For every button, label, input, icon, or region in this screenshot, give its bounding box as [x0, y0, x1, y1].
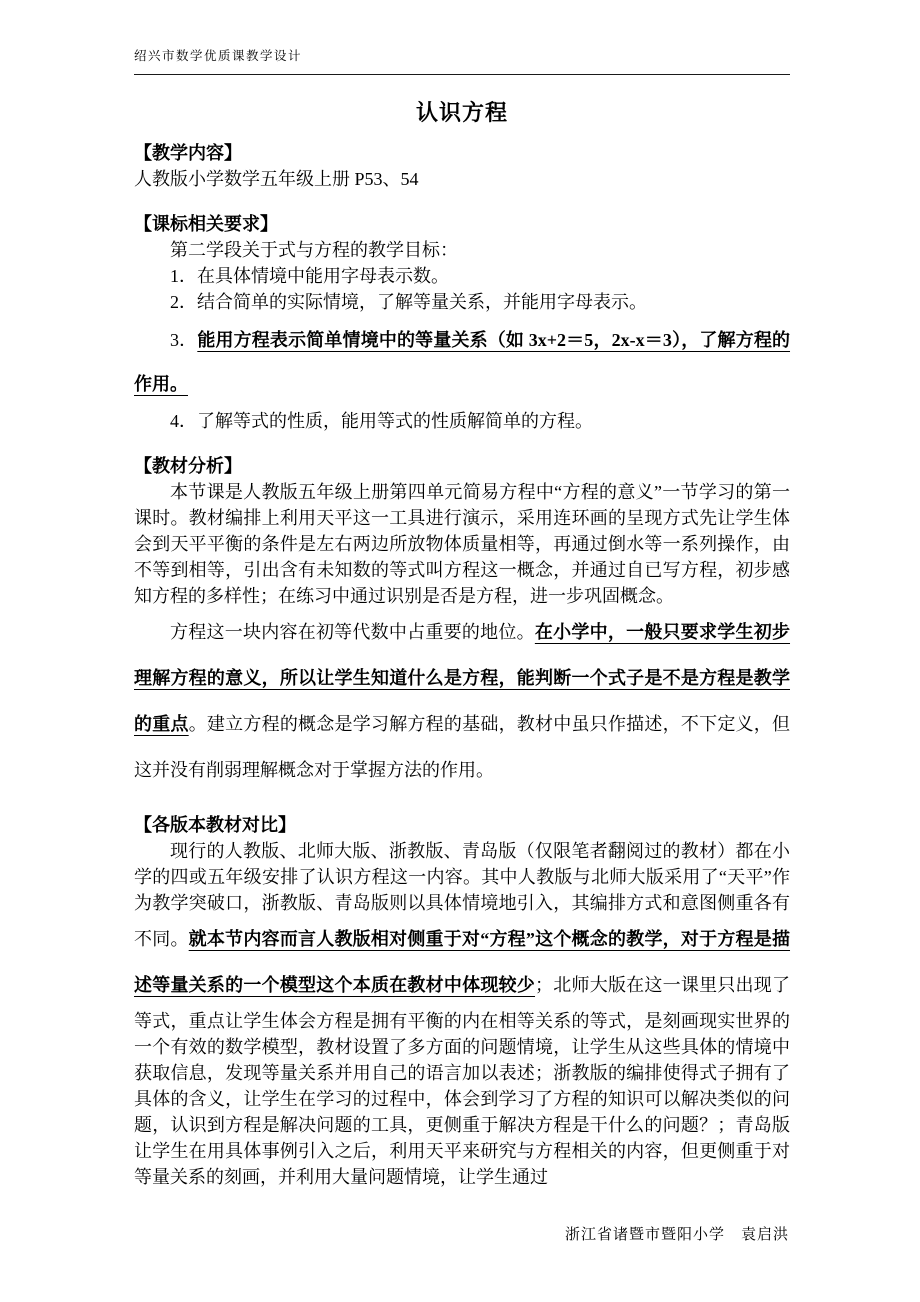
header-text: 绍兴市数学优质课教学设计 [134, 49, 303, 63]
analysis-p2-emphasis: 在小学中，一般只要求学生初步理解方程的意义，所以让学生知道什么是方程，能判断一个式子是不是方程是教学的重点 [134, 622, 791, 734]
analysis-p2-text-end: 。建立方程的概念是学习解方程的基础，教材中虽只作描述，不下定义，但这并没有削弱理解概念对于掌握方法的作用。 [134, 714, 790, 780]
comparison-text-start: 现行的人教版、北师大版、浙教版、青岛版（仅限笔者翻阅过的教材）都在小学的四或五年级安排了认识方程这一内容。其中人教版与北师大版采用了“天平”作为教学突破口，浙教版、青岛版则以具体情境地引入，其编排方式和意图侧重各有不同。 [134, 841, 790, 949]
comparison-emphasis: 就本节内容而言人教版相对侧重于对“方程”这个概念的教学，对于方程是描述等量关系的一个模型这个本质在教材中体现较少 [134, 929, 791, 995]
curriculum-intro: 第二学段关于式与方程的教学目标： [170, 240, 458, 260]
analysis-p2-text-start: 方程这一块内容在初等代数中占重要的地位。 [170, 622, 535, 642]
teaching-content-body: 人教版小学数学五年级上册 P53、54 [134, 169, 419, 189]
curriculum-item-2: 2．结合简单的实际情境，了解等量关系，并能用字母表示。 [170, 292, 647, 312]
section-heading-version-comparison: 【各版本教材对比】 [134, 815, 296, 835]
page-footer [565, 1223, 789, 1244]
curriculum-item-4: 4．了解等式的性质，能用等式的性质解简单的方程。 [170, 411, 593, 431]
footer-text: 浙江省诸暨市暨阳小学 袁启洪 [564, 1227, 789, 1243]
document-title: 认识方程 [415, 100, 508, 125]
curriculum-item-3-number: 3． [170, 330, 198, 350]
curriculum-item-3 [134, 318, 790, 406]
analysis-paragraph-1: 本节课是人教版五年级上册第四单元简易方程中“方程的意义”一节学习的第一课时。教材编排上利用天平这一工具进行演示，采用连环画的呈现方式先让学生体会到天平平衡的条件是左右两边所放物体质量相等，再通过倒水等一系列操作，由不等到相等，引出含有未知数的等式叫方程这一概念，并通过自已写方程，初步感知方程的多样性；在练习中通过识别是否是方程，进一步巩固概念。 [134, 482, 790, 606]
section-heading-textbook-analysis: 【教材分析】 [134, 456, 242, 476]
section-heading-teaching-content: 【教学内容】 [134, 143, 242, 163]
comparison-paragraph [134, 838, 790, 1190]
curriculum-item-3-emphasis: 能用方程表示简单情境中的等量关系（如 3x+2＝5，2x-x＝3），了解方程的作用。 [134, 330, 791, 394]
analysis-paragraph-2 [134, 609, 790, 793]
curriculum-item-1: 1．在具体情境中能用字母表示数。 [170, 266, 449, 286]
section-heading-curriculum-requirements: 【课标相关要求】 [134, 214, 278, 234]
page-header [134, 46, 790, 75]
comparison-text-end: ；北师大版在这一课里只出现了等式，重点让学生体会方程是拥有平衡的内在相等关系的等式，是刻画现实世界的一个有效的数学模型，教材设置了多方面的问题情境，让学生从这些具体的情境中获取信息，发现等量关系并用自己的语言加以表述；浙教版的编排使得式子拥有了具体的含义，让学生在学习的过程中，体会到学习了方程的知识可以解决类似的问题，认识到方程是解决问题的工具，更侧重于解决方程是干什么的问题？；青岛版让学生在用具体事例引入之后，利用天平来研究与方程相关的内容，但更侧重于对等量关系的刻画，并利用大量问题情境，让学生通过 [134, 975, 791, 1187]
